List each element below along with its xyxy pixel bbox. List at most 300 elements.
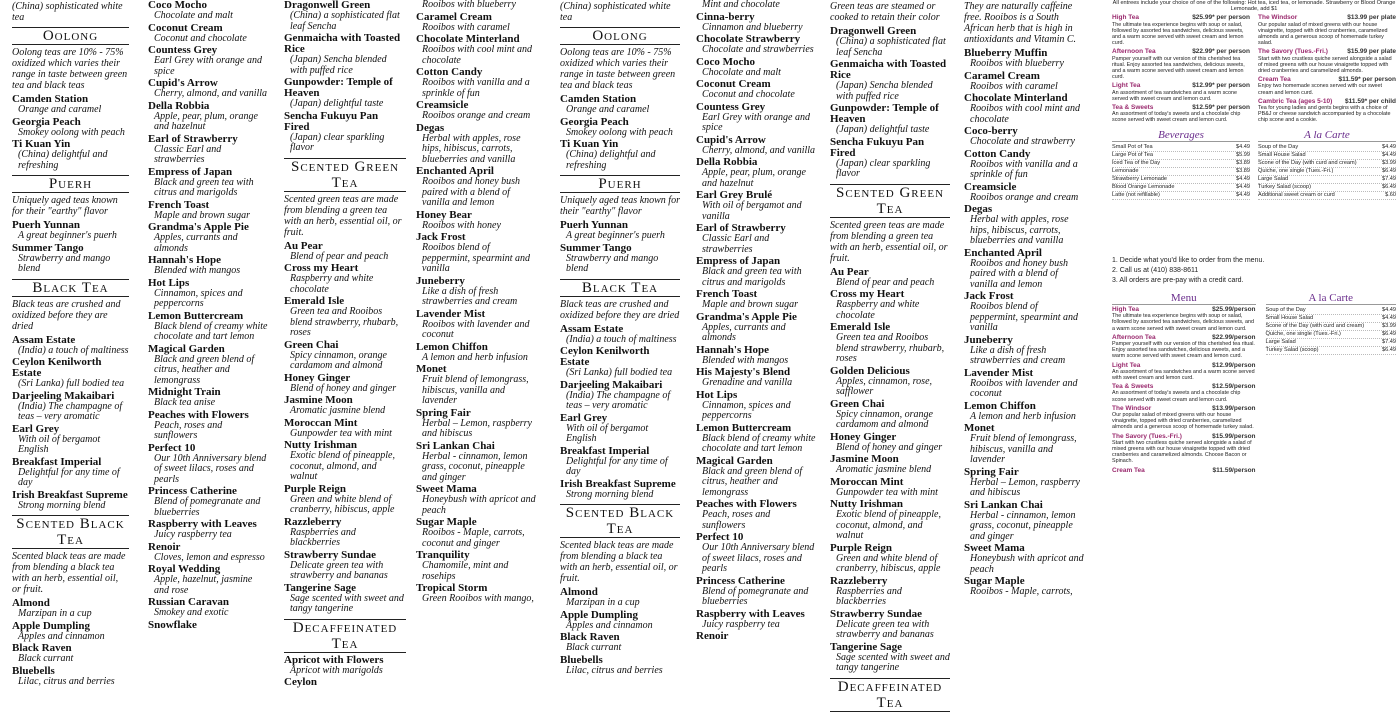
price-row — [1112, 152, 1250, 160]
tea-item — [284, 77, 406, 110]
tea-description: A great beginner's puerh — [18, 230, 117, 241]
tea-item — [284, 677, 406, 688]
tea-name: Coconut Cream — [696, 78, 771, 90]
tea-item — [830, 432, 950, 454]
price-row — [1266, 339, 1396, 347]
tea-name: Assam Estate — [12, 333, 76, 346]
tea-item — [148, 45, 268, 77]
price-row — [1112, 144, 1250, 152]
menu-panel-top — [1112, 0, 1396, 255]
tea-item — [696, 312, 816, 344]
tea-item — [148, 134, 268, 166]
tea-name: Lemon Buttercream — [148, 309, 244, 322]
price-value: $7.49 — [1382, 175, 1396, 182]
tea-item — [830, 322, 950, 365]
menu-item-price: $13.99 per plate — [1347, 14, 1396, 22]
tea-item — [560, 632, 680, 654]
section-description: They are naturally caffeine free. Rooibos is a South African herb that is high in antioxidants and Vitamin C. — [964, 1, 1077, 45]
tea-item — [284, 373, 406, 395]
menu-heading: Menu — [1112, 292, 1256, 305]
tea-description: Gunpowder tea with mint — [836, 486, 938, 498]
tea-name: Green Chai — [284, 338, 339, 351]
tea-description: Chocolate and malt — [154, 10, 233, 21]
price-value: $4.49 — [1236, 175, 1250, 182]
tea-description: Honeybush with apricot and peach — [422, 494, 536, 516]
tea-item — [284, 418, 406, 440]
menu-item — [1112, 335, 1256, 360]
menu-item-name: Afternoon Tea — [1112, 333, 1156, 341]
tea-item — [696, 289, 816, 311]
tea-description: Apple, hazelnut, jasmine and rose — [154, 574, 253, 596]
tea-name: Au Pear — [284, 239, 323, 252]
tea-name: Earl Grey — [560, 411, 608, 424]
section-heading: Scented Black Tea — [560, 504, 680, 538]
tea-description: Rooibos and honey bush paired with a blend of vanilla and lemon — [970, 257, 1069, 290]
menu-item-name: Cream Tea — [1258, 76, 1291, 84]
menu-item-name: Light Tea — [1112, 82, 1141, 90]
tea-name: Raspberry with Leaves — [148, 518, 257, 530]
tea-name: Snowflake — [148, 618, 197, 631]
tea-description: (China) sophisticated white tea — [12, 1, 123, 23]
tea-item — [830, 609, 950, 641]
tea-description: Strawberry and mango blend — [566, 252, 659, 274]
tea-name: Strawberry Sundae — [830, 607, 922, 620]
tea-description: Herbal - cinnamon, lemon grass, coconut, pineapple and ginger — [970, 509, 1076, 542]
tea-name: Purple Reign — [830, 541, 893, 554]
tea-name: Tangerine Sage — [284, 581, 357, 594]
tea-description: Rooibos orange and cream — [970, 191, 1079, 203]
tea-description: Green Rooibos with mango, — [422, 593, 534, 604]
tea-name: Tangerine Sage — [830, 640, 903, 653]
tea-item — [148, 101, 268, 133]
tea-name: Grandma's Apple Pie — [148, 221, 249, 233]
price-label: Additional sweet cream or curd — [1258, 191, 1335, 198]
column-4 — [412, 0, 544, 604]
menu-row — [1112, 290, 1396, 477]
tea-item — [416, 232, 540, 275]
tea-item — [284, 111, 406, 154]
tea-description: A lemon and herb infusion — [970, 410, 1076, 422]
tea-description: Cherry, almond, and vanilla — [702, 144, 816, 156]
tea-item — [830, 137, 950, 180]
tea-name: Dragonwell Green — [284, 0, 371, 11]
tea-description: Spicy cinnamon, orange cardamom and almond — [290, 349, 387, 371]
tea-description: Herbal - cinnamon, lemon grass, coconut, pineapple and ginger — [422, 450, 528, 483]
tea-description: Smokey oolong with peach — [18, 126, 125, 138]
tea-description: Peach, roses and sunflowers — [154, 419, 223, 441]
tea-item — [148, 542, 268, 564]
menu-item-description: Our popular salad of mixed greens with our house vinaigrette, topped with dried cranberries, caramelized almonds and a generous scoop of homemade turkey salad. — [1112, 412, 1254, 431]
tea-name: Earl of Strawberry — [148, 132, 238, 145]
menu-item-name: Tea & Sweets — [1112, 104, 1154, 112]
tea-name: Cupid's Arrow — [696, 133, 766, 146]
tea-name: Honey Bear — [416, 208, 472, 221]
tea-name: Perfect 10 — [696, 531, 744, 543]
menu-item — [1112, 363, 1256, 382]
tea-name: Hot Lips — [148, 276, 190, 289]
tea-item — [830, 399, 950, 431]
tea-description: Rooibos with caramel — [970, 80, 1058, 92]
menu-item-name: Cream Tea — [1112, 466, 1145, 474]
tea-name: Genmaicha with Toasted Rice — [830, 58, 947, 81]
tea-item — [964, 368, 1088, 400]
tea-name: Chocolate Minterland — [416, 33, 520, 45]
tea-item — [148, 255, 268, 277]
tea-description: Earl Grey with orange and spice — [702, 111, 810, 133]
tea-item — [148, 222, 268, 254]
tea-item — [284, 340, 406, 372]
tea-description: Rooibos and honey bush paired with a blend of vanilla and lemon — [422, 176, 521, 208]
menu-item — [1112, 434, 1256, 465]
price-row — [1258, 152, 1396, 160]
tea-item — [964, 248, 1088, 291]
tea-item — [830, 543, 950, 575]
tea-description: (China) a sophisticated flat leaf Sencha — [836, 36, 946, 58]
tea-name: Hot Lips — [696, 388, 738, 401]
price-row — [1112, 192, 1250, 200]
tea-item — [964, 126, 1088, 148]
tea-name: Jasmine Moon — [284, 394, 353, 406]
tea-description: Exotic blend of pineapple, coconut, almond, and walnut — [836, 509, 941, 541]
tea-item — [284, 655, 406, 677]
menu-item — [1258, 99, 1396, 124]
price-row — [1266, 323, 1396, 331]
tea-item — [964, 467, 1088, 499]
menu-item — [1112, 105, 1250, 124]
menu-item-description: Pamper yourself with our version of this cherished tea ritual. Enjoy assorted tea sandwiches, delicious sweets, and a warm scone served with sweet cream and lemon curd. — [1112, 341, 1255, 360]
tea-name: Ti Kuan Yin — [560, 138, 619, 150]
tea-item — [416, 12, 540, 34]
menu-item — [1112, 83, 1250, 102]
menu-item — [1112, 384, 1256, 403]
tea-description: (China) delightful and refreshing — [566, 149, 656, 171]
tea-description: Lilac, citrus and berries — [18, 675, 115, 687]
price-label: Large Pot of Tea — [1112, 151, 1153, 158]
price-label: Large Salad — [1265, 339, 1296, 345]
tea-name: Princess Catherine — [148, 485, 237, 497]
tea-description: Exotic blend of pineapple, coconut, almond, and walnut — [290, 450, 395, 482]
tea-description: (India) The champagne of teas – very aromatic — [566, 389, 671, 411]
price-row — [1112, 184, 1250, 192]
tea-name: Perfect 10 — [148, 441, 196, 454]
tea-name: Cotton Candy — [964, 147, 1031, 160]
price-value: $4.49 — [1236, 143, 1250, 150]
price-value: $6.49 — [1382, 167, 1396, 174]
price-label: Small Pot of Tea — [1112, 143, 1153, 150]
tea-description: Black blend of creamy white chocolate and tart lemon — [154, 320, 268, 342]
tea-item — [560, 610, 680, 632]
tea-name: Degas — [416, 121, 445, 134]
tea-name: Creamsicle — [416, 99, 469, 111]
tea-item — [416, 342, 540, 364]
tea-item — [830, 477, 950, 499]
tea-item — [560, 324, 680, 346]
tea-name: Lavender Mist — [416, 307, 486, 320]
tea-name: Sugar Maple — [416, 516, 477, 528]
price-value: $4.49 — [1382, 143, 1396, 150]
price-row — [1112, 160, 1250, 168]
tea-item — [148, 23, 268, 45]
column-5 — [556, 0, 684, 676]
tea-description: Aromatic jasmine blend — [836, 464, 932, 475]
tea-name: Summer Tango — [12, 241, 84, 254]
tea-description: Apples and cinnamon — [18, 630, 105, 642]
menu-item-price: $13.99/person — [1212, 404, 1256, 412]
price-label: Small House Salad — [1265, 315, 1314, 321]
tea-name: Green Chai — [830, 397, 885, 410]
tea-description: Black and green blend of citrus, heather and lemongrass — [154, 353, 255, 386]
menu-item-name: Tea & Sweets — [1112, 383, 1154, 391]
menu-item-title — [1112, 468, 1256, 474]
section-description: Scented black teas are made from blending a black tea with an herb, essential oil, or fruit. — [12, 551, 126, 595]
tea-description: Black tea anise — [154, 397, 216, 408]
tea-item — [696, 256, 816, 288]
tea-item — [284, 395, 406, 417]
tea-description: Herbal – Lemon, raspberry and hibiscus — [970, 476, 1080, 498]
tea-item — [696, 0, 816, 11]
tea-item — [12, 666, 129, 688]
tea-name: Jack Frost — [964, 290, 1014, 302]
tea-item — [12, 598, 129, 620]
tea-description: Rooibos with blueberry — [422, 0, 516, 10]
tea-name: Sri Lankan Chai — [964, 498, 1043, 511]
tea-name: Nutty Irishman — [284, 439, 358, 451]
tea-description: Black blend of creamy white chocolate and tart lemon — [702, 432, 816, 454]
tea-item — [284, 583, 406, 615]
menu-intro: All entrees include your choice of one of the following: Hot tea, iced tea, or lemonade. Strawberry or Blood Orange Lemonade, add $1 — [1112, 0, 1396, 13]
section-heading: Scented Green Tea — [830, 184, 950, 218]
price-label: Soup of the Day — [1265, 307, 1306, 313]
tea-description: (Japan) delightful taste — [290, 98, 384, 109]
tea-item — [284, 33, 406, 76]
tea-description: Apples, cinnamon, rose, safflower — [836, 375, 933, 397]
menu-column-right — [1258, 15, 1396, 126]
tea-description: Herbal with apples, rose hips, hibiscus, carrots, blueberries and vanilla — [970, 214, 1069, 246]
menu-item-name: The Savory (Tues.-Fri.) — [1112, 432, 1182, 440]
section-description: Green teas are steamed or cooked to retain their color — [830, 1, 940, 23]
tea-description: Black and green tea with citrus and marigolds — [154, 176, 254, 198]
tea-description: Black and green blend of citrus, heather and lemongrass — [702, 465, 803, 498]
tea-name: Dragonwell Green — [830, 25, 917, 37]
tea-item — [12, 490, 129, 512]
tea-item — [696, 57, 816, 79]
tea-name: Cross my Heart — [284, 262, 359, 274]
tea-item — [12, 139, 129, 171]
tea-item — [696, 456, 816, 499]
section-heading: Decaffeinated Tea — [284, 619, 406, 653]
menu-item-description: Enjoy two homemade scones served with our sweet cream and lemon curd. — [1258, 83, 1383, 96]
tea-description: Our 10th Anniversary blend of sweet lilacs, roses and pearls — [702, 542, 815, 574]
tea-name: His Majesty's Blend — [696, 366, 791, 378]
price-label: Blood Orange Lemonade — [1112, 183, 1175, 190]
tea-name: Puerh Yunnan — [560, 219, 628, 231]
tea-item — [696, 499, 816, 531]
tea-item — [964, 291, 1088, 334]
price-row — [1258, 184, 1396, 192]
tea-name: Almond — [12, 597, 50, 609]
tea-item — [148, 311, 268, 343]
tea-description: Rooibos with blueberry — [970, 58, 1064, 69]
tea-item — [696, 345, 816, 367]
price-list — [1112, 127, 1250, 200]
price-value: $3.89 — [1236, 167, 1250, 174]
tea-description: Delightful for any time of day — [18, 466, 120, 488]
tea-description: Fruit blend of lemongrass, hibiscus, vanilla and lavender — [422, 374, 529, 406]
tea-item — [148, 519, 268, 541]
column-3 — [280, 0, 410, 688]
tea-description: Sage scented with sweet and tangy tangerine — [836, 651, 950, 673]
menu-item-description: An assortment of tea sandwiches and a warm scone served with sweet cream and lemon curd. — [1112, 89, 1237, 102]
tea-name: Jack Frost — [416, 231, 466, 243]
tea-item — [148, 0, 268, 22]
price-row — [1258, 168, 1396, 176]
tea-item — [964, 149, 1088, 181]
tea-description: Strawberry and mango blend — [18, 252, 111, 274]
tea-name: Spring Fair — [964, 465, 1019, 478]
tea-description: Herbal – Lemon, raspberry and hibiscus — [422, 417, 532, 439]
menu-item-description: The ultimate tea experience begins with soup or salad, followed by assorted tea sandwiches, delicious sweets, and a warm scone served with sweet cream and lemon curd. — [1112, 313, 1255, 332]
tea-name: Razzleberry — [284, 515, 342, 528]
tea-description: Rooibos with lavender and coconut — [422, 318, 530, 340]
tea-name: Emerald Isle — [830, 321, 891, 333]
tea-description: Raspberries and blackberries — [290, 526, 356, 548]
menu-item-title — [1258, 49, 1396, 55]
tea-description: With oil of bergamot English — [566, 422, 649, 444]
tea-description: Mint and chocolate — [702, 0, 780, 10]
tea-name: Georgia Peach — [560, 115, 629, 128]
tea-name: Grandma's Apple Pie — [696, 310, 797, 323]
tea-item — [830, 289, 950, 321]
tea-description: Like a dish of fresh strawberries and cream — [422, 285, 518, 307]
price-value: $4.49 — [1382, 307, 1396, 313]
tea-description: Green tea and Rooibos blend strawberry, rhubarb, roses — [836, 332, 945, 364]
tea-item — [696, 34, 816, 56]
menu-item-price: $22.99/person — [1212, 333, 1256, 341]
menu-item-name: Afternoon Tea — [1112, 48, 1156, 56]
tea-item — [12, 335, 129, 357]
price-label: Turkey Salad (scoop) — [1265, 347, 1319, 353]
tea-name: Tranquility — [416, 549, 470, 561]
tea-item — [416, 166, 540, 209]
section-heading: Oolong — [12, 27, 129, 45]
tea-item — [148, 278, 268, 310]
tea-name: Sencha Fukuyu Pan Fired — [830, 135, 925, 159]
tea-description: Chamomile, mint and rosehips — [422, 560, 509, 582]
tea-description: Rooibos with vanilla and a sprinkle of fun — [970, 158, 1078, 180]
menu-item — [1112, 15, 1250, 46]
tea-description: Gunpowder tea with mint — [290, 427, 392, 439]
tea-description: Smokey oolong with peach — [566, 126, 673, 138]
price-row — [1112, 168, 1250, 176]
tea-item — [416, 309, 540, 341]
tea-name: Moroccan Mint — [830, 475, 904, 488]
tea-description: Strong morning blend — [566, 488, 654, 500]
tea-item — [696, 157, 816, 189]
tea-description: Raspberries and blackberries — [836, 585, 902, 607]
tea-item — [560, 139, 680, 171]
tea-description: Grenadine and vanilla — [702, 377, 793, 388]
tea-name: Caramel Cream — [416, 10, 492, 23]
tea-name: Almond — [560, 586, 598, 598]
tea-description: (Japan) Sencha blended with puffed rice — [836, 80, 933, 102]
menu-item — [1112, 307, 1256, 332]
tea-name: Purple Reign — [284, 482, 347, 495]
tea-item — [964, 401, 1088, 423]
tea-item — [696, 135, 816, 157]
tea-name: Enchanted April — [416, 165, 494, 177]
tea-item — [416, 0, 540, 11]
tea-item — [560, 94, 680, 116]
tea-description: Blend of pear and peach — [290, 250, 389, 262]
tea-name: Enchanted April — [964, 246, 1042, 259]
tea-name: Black Raven — [12, 642, 72, 654]
tea-name: Emerald Isle — [284, 295, 345, 307]
tea-description: Maple and brown sugar — [702, 299, 799, 310]
section-description: Black teas are crushed and oxidized before they are dried — [560, 298, 680, 321]
tea-name: Tropical Storm — [416, 582, 488, 594]
section-description: Scented green teas are made from blending a green tea with an herb, essential oil, or fruit. — [830, 219, 948, 264]
tea-description: Smokey and exotic — [154, 607, 229, 618]
menu-row — [1112, 15, 1396, 126]
column-7 — [826, 0, 954, 711]
menu-column-left — [1112, 15, 1250, 126]
tea-name: Earl of Strawberry — [696, 222, 786, 234]
column-2 — [144, 0, 272, 631]
tea-name: Darjeeling Makaibari — [12, 389, 115, 402]
order-step: 2. Call us at (410) 838-8611 — [1112, 267, 1199, 274]
tea-item — [964, 543, 1088, 575]
tea-name: Earl Grey Brulé — [696, 189, 773, 201]
section-heading: Oolong — [560, 27, 680, 45]
menu-item-price: $11.59* per person — [1338, 76, 1396, 84]
tea-name: Cross my Heart — [830, 288, 905, 300]
tea-name: Princess Catherine — [696, 574, 785, 587]
tea-name: Juneberry — [416, 274, 465, 287]
tea-description: Honeybush with apricot and peach — [970, 553, 1084, 575]
tea-description: Juicy raspberry tea — [702, 618, 780, 630]
menu-item-price: $15.99 per plate — [1347, 48, 1396, 56]
tea-name: Degas — [964, 203, 993, 215]
tea-item — [284, 263, 406, 295]
tea-description: Delightful for any time of day — [566, 455, 668, 477]
tea-description: Fruit blend of lemongrass, hibiscus, vanilla and lavender — [970, 433, 1077, 465]
tea-description: Black and green tea with citrus and marigolds — [702, 266, 802, 288]
tea-name: Puerh Yunnan — [12, 219, 80, 231]
tea-description: Blended with mangos — [702, 354, 789, 366]
tea-description: (Sri Lanka) full bodied tea — [566, 367, 673, 378]
tea-description: With oil of bergamot and vanilla — [702, 200, 802, 222]
tea-item — [964, 71, 1088, 93]
tea-description: Blend of pear and peach — [836, 276, 935, 288]
menu-item-description: An assortment of today's sweets and a chocolate chip scone served with sweet cream and lemon curd. — [1112, 390, 1241, 403]
tea-name: Cinna-berry — [696, 10, 755, 23]
menu-item-price: $12.59/person — [1212, 383, 1256, 391]
tea-description: Blend of pomegranate and blueberries — [702, 585, 809, 607]
tea-name: Della Robbia — [148, 99, 210, 112]
tea-name: Russian Caravan — [148, 596, 229, 608]
tea-description: Cinnamon, spices and peppercorns — [154, 287, 243, 309]
price-value: $6.49 — [1382, 347, 1396, 353]
tea-name: Black Raven — [560, 631, 620, 643]
tea-description: Green tea and Rooibos blend strawberry, rhubarb, roses — [290, 306, 399, 338]
price-label: Lemonade — [1112, 167, 1139, 174]
tea-name: Monet — [964, 422, 995, 434]
tea-name: Cotton Candy — [416, 66, 483, 78]
tea-item — [560, 655, 680, 677]
price-value: $7.49 — [1382, 339, 1396, 345]
tea-item — [284, 296, 406, 339]
menu-item-name: Light Tea — [1112, 361, 1141, 369]
